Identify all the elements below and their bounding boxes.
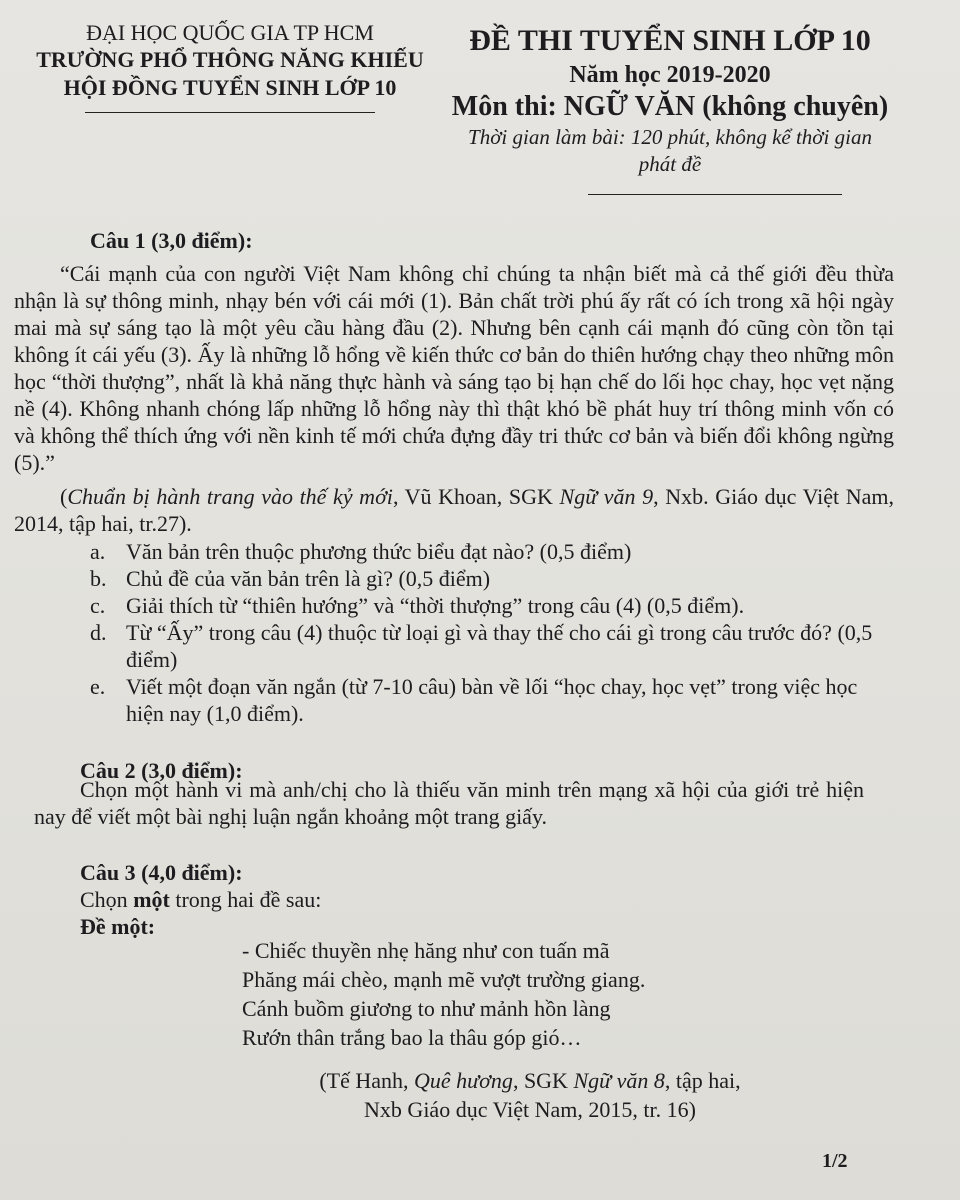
list-item: c. Giải thích từ “thiên hướng” và “thời thượng” trong câu (4) (0,5 điểm). — [90, 593, 745, 618]
source-book: Ngữ văn 9 — [559, 484, 654, 509]
list-item: d. Từ “Ấy” trong câu (4) thuộc từ loại gì và thay thế cho cái gì trong câu trước đó? (0,5 điểm) — [90, 620, 873, 672]
poem-line: Phăng mái chèo, mạnh mẽ vượt trường giang. — [242, 967, 646, 992]
exam-duration: Thời gian làm bài: 120 phút, không kể thời gian phát đề — [468, 125, 872, 176]
passage-source: (Chuẩn bị hành trang vào thế kỷ mới, Vũ Khoan, SGK Ngữ văn 9, Nxb. Giáo dục Việt Nam, 2014, tập hai, tr.27). — [14, 484, 895, 536]
passage-text: “Cái mạnh của con người Việt Nam không chỉ chúng ta nhận biết mà cả thế giới đều thừa nhận là sự thông minh, nhạy bén với cái mới (1). Bản chất trời phú ấy rất có ích trong xã hội ngày mai mà sự sáng tạo là một yêu cầu hàng đầu (2). Nhưng bên cạnh cái mạnh đó cũng còn tồn tại không ít cái yếu (3). Ấy là những lỗ hổng về kiến thức cơ bản do thiên hướng chạy theo những môn học “thời thượng”, nhất là khả năng thực hành và sáng tạo bị hạn chế do lối học chay, học vẹt nặng nề (4). Không nhanh chóng lấp những lỗ hổng này thì thật khó bề phát huy trí thông minh vốn có và không thể thích ứng với nền kinh tế mới chứa đựng đầy tri thức cơ bản và biến đổi không ngừng (5).” — [14, 261, 894, 475]
source-title: Chuẩn bị hành trang vào thế kỷ mới — [67, 484, 393, 509]
exam-title: ĐỀ THI TUYỂN SINH LỚP 10 — [469, 24, 871, 57]
poem-line: - Chiếc thuyền nhẹ hăng như con tuấn mã — [242, 938, 610, 963]
question-1-title: Câu 1 (3,0 điểm): — [90, 228, 253, 253]
poem-excerpt — [242, 936, 762, 1052]
school-name: TRƯỜNG PHỔ THÔNG NĂNG KHIẾU — [36, 47, 424, 72]
header-left-rule — [85, 112, 375, 113]
question-1-items — [90, 538, 880, 727]
question-3-title: Câu 3 (4,0 điểm): — [80, 860, 243, 885]
university-name: ĐẠI HỌC QUỐC GIA TP HCM — [86, 20, 374, 45]
page-number: 1/2 — [822, 1150, 848, 1172]
school-year: Năm học 2019-2020 — [569, 62, 771, 88]
poem-line: Cánh buồm giương to như mảnh hồn làng — [242, 996, 611, 1021]
question-3-intro: Chọn một trong hai đề sau: — [80, 887, 322, 912]
question-1-passage — [14, 260, 894, 476]
list-item: e. Viết một đoạn văn ngắn (từ 7-10 câu) bàn về lối “học chay, học vẹt” trong việc học hiện nay (1,0 điểm). — [90, 674, 858, 726]
de-mot-label: Đề một: — [80, 914, 156, 939]
exam-subject: Môn thi: NGỮ VĂN (không chuyên) — [451, 91, 889, 122]
poem-citation: (Tế Hanh, Quê hương, SGK Ngữ văn 8, tập hai, Nxb Giáo dục Việt Nam, 2015, tr. 16) — [319, 1068, 741, 1122]
council-name: HỘI ĐỒNG TUYỂN SINH LỚP 10 — [63, 75, 397, 100]
list-item: b. Chủ đề của văn bản trên là gì? (0,5 điểm) — [90, 566, 491, 591]
question-2-text: Chọn một hành vi mà anh/chị cho là thiếu văn minh trên mạng xã hội của giới trẻ hiện nay để viết một bài nghị luận ngắn khoảng một trang giấy. — [34, 777, 864, 829]
header-right-rule — [588, 194, 842, 195]
question-2-title: Câu 2 (3,0 điểm): — [80, 758, 243, 783]
header-right — [440, 22, 900, 195]
poem-line: Rướn thân trắng bao la thâu góp gió… — [242, 1025, 582, 1050]
list-item: a. Văn bản trên thuộc phương thức biểu đạt nào? (0,5 điểm) — [90, 539, 632, 564]
header-left — [20, 20, 440, 113]
